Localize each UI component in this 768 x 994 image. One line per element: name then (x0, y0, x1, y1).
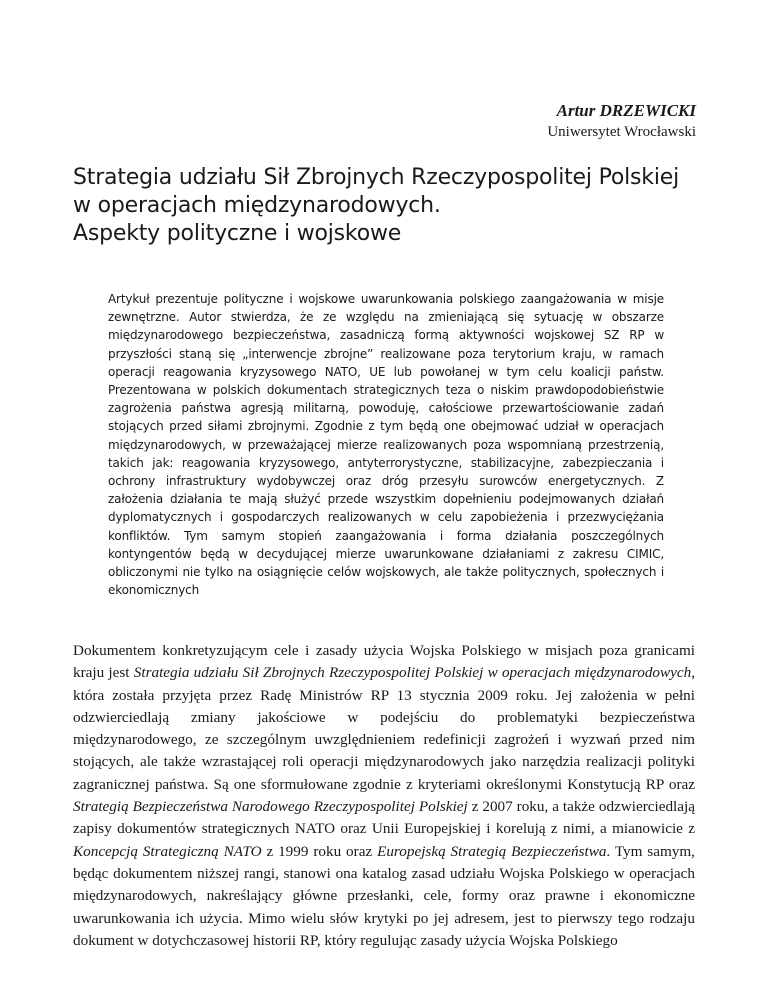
body-text-segment: Dokumentem konkretyzującym cele i zasady użycia Wojska Polskiego w misjach poza granicami kraju jest (73, 642, 695, 682)
author-block (547, 100, 696, 142)
author-name: Artur DRZEWICKI (556, 101, 696, 120)
body-text-segment: z 2007 roku, a także odzwierciedlają zapisy dokumentów strategicznych NATO oraz Unii Europejskiej i korelują z nimi, a mianowicie z (73, 798, 695, 838)
document-title: Europejską Strategią Bezpieczeństwa (377, 842, 607, 860)
document-title: Strategią Bezpieczeństwa Narodowego Rzeczypospolitej Polskiej (73, 798, 468, 816)
body-text-segment: , która została przyjęta przez Radę Ministrów RP 13 stycznia 2009 roku. Jej założenia w pełni odzwierciedlają zmiany jakościowe w podejściu do problematyki bezpieczeństwa międzynarodowego, ze szczególnym uwzględnieniem redefinicji zagrożeń i wyzwań przed nim stojących, ale także wzrastającej roli operacji międzynarodowych jako narzędzia realizacji polityki zagranicznej państwa. Są one sformułowane zgodnie z kryteriami określonymi Konstytucją RP oraz (73, 664, 696, 793)
article-title (73, 164, 713, 248)
body-text-segment: z 1999 roku oraz (261, 842, 378, 860)
body-text-segment: . Tym samym, będąc dokumentem niższej rangi, stanowi ona katalog zasad udziału Wojska Polskiego w operacjach międzynarodowych, nakreślający główne przesłanki, cele, formy oraz prawne i ekonomiczne uwarunkowania ich użycia. Mimo wielu słów krytyki po jej adresem, jest to pierwszy tego rodzaju dokument w dotychczasowej historii RP, który regulując zasady użycia Wojska Polskiego (73, 842, 695, 949)
title-line-3: Aspekty polityczne i wojskowe (73, 221, 402, 246)
author-affiliation: Uniwersytet Wrocławski (547, 124, 696, 140)
title-line-2: w operacjach międzynarodowych. (73, 193, 441, 218)
abstract: Artykuł prezentuje polityczne i wojskowe uwarunkowania polskiego zaangażowania w misje zewnętrzne. Autor stwierdza, że ze względu na zmieniającą się sytuację w obszarze międzynarodowego bezpieczeństwa, zasadniczą formą aktywności wojskowej SZ RP w przyszłości staną się „interwencje zbrojne” realizowane poza terytorium kraju, w ramach operacji reagowania kryzysowego NATO, UE lub powołanej w tym celu koalicji państw. Prezentowana w polskich dokumentach strategicznych teza o niskim prawdopodobieństwie zagrożenia państwa agresją militarną, powoduję, całościowe przewartościowanie zadań stojących przed siłami zbrojnymi. Zgodnie z tym będą one obejmować udział w operacjach międzynarodowych, w przeważającej mierze realizowanych poza wspomnianą przestrzenią, takich jak: reagowania kryzysowego, antyterrorystyczne, stabilizacyjne, zabezpieczania i ochrony infrastruktury wydobywczej oraz dróg przesyłu surowców energetycznych. Z założenia działania te mają służyć przede wszystkim dopełnieniu podejmowanych działań dyplomatycznych i gospodarczych realizowanych w celu zapobieżenia i przezwyciężania konfliktów. Tym samym stopień zaangażowania i forma działania poszczególnych kontyngentów będą w decydującej mierze uwarunkowane działaniami z zakresu CIMIC, obliczonymi nie tylko na osiągnięcie celów wojskowych, ale także politycznych, społecznych i ekonomicznych (108, 292, 664, 598)
title-line-1: Strategia udziału Sił Zbrojnych Rzeczypospolitej Polskiej (73, 165, 680, 190)
document-title: Strategia udziału Sił Zbrojnych Rzeczypospolitej Polskiej w operacjach międzynarodowych (133, 664, 692, 682)
document-title: Koncepcją Strategiczną NATO (73, 842, 262, 860)
body-paragraph (73, 640, 695, 952)
